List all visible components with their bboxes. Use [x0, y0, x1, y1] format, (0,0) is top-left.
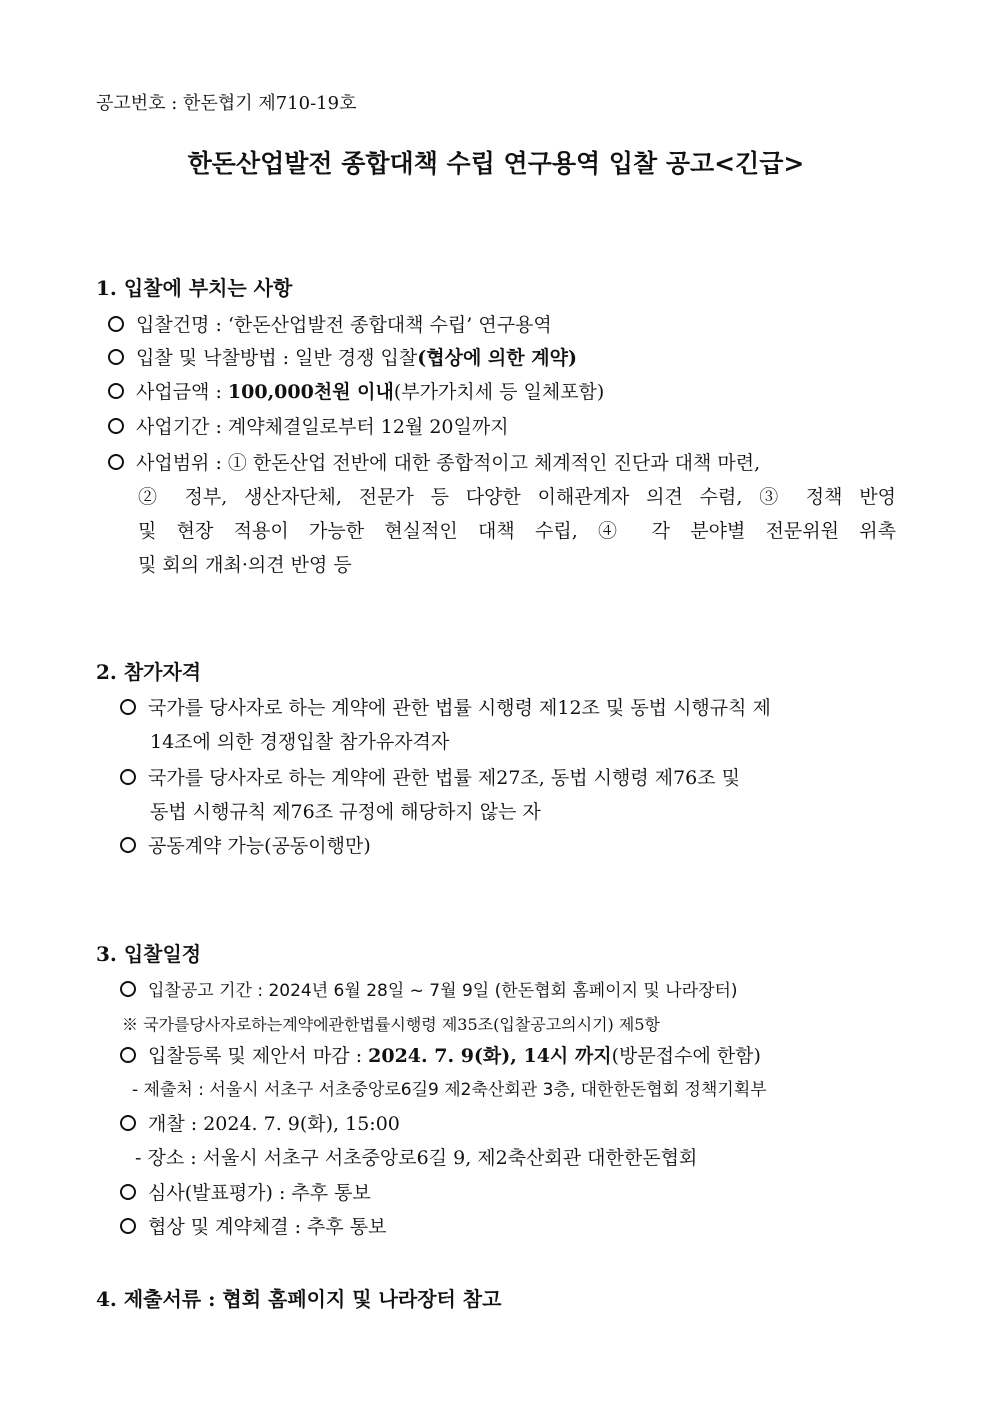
section-4-heading: 4. 제출서류 : 협회 홈페이지 및 나라장터 참고: [96, 1287, 502, 1311]
bullet-circle-icon: [120, 1047, 136, 1063]
bullet-circle-icon: [108, 418, 124, 434]
deadline-item: 입찰등록 및 제안서 마감 : 2024. 7. 9(화), 14시 까지(방문접수에 한함): [120, 1042, 761, 1070]
notice-number: 공고번호 : 한돈협기 제710-19호: [96, 93, 357, 114]
bullet-circle-icon: [120, 1218, 136, 1234]
opening-item: 개찰 : 2024. 7. 9(화), 15:00: [120, 1110, 400, 1138]
scope-line-4: 및 회의 개최·의견 반영 등: [138, 554, 352, 576]
bullet-circle-icon: [120, 837, 136, 853]
opening-place: - 장소 : 서울시 서초구 서초중앙로6길 9, 제2축산회관 대한한돈협회: [135, 1147, 698, 1169]
qualification-1: 국가를 당사자로 하는 계약에 관한 법률 시행령 제12조 및 동법 시행규칙 제: [120, 694, 771, 722]
document-title: 한돈산업발전 종합대책 수립 연구용역 입찰 공고<긴급>: [187, 149, 805, 178]
scope-line-3: 및 현장 적용이 가능한 현실적인 대책 수립, ④ 각 분야별 전문위원 위촉: [138, 520, 896, 542]
submit-to: - 제출처 : 서울시 서초구 서초중앙로6길9 제2축산회관 3층, 대한한돈협회 정책기획부: [132, 1080, 767, 1100]
notice-period-item: 입찰공고 기간 : 2024년 6월 28일 ~ 7월 9일 (한돈협회 홈페이지 및 나라장터): [120, 977, 738, 1005]
bullet-circle-icon: [108, 383, 124, 399]
qualification-2: 국가를 당사자로 하는 계약에 관한 법률 제27조, 동법 시행령 제76조 및: [120, 764, 740, 792]
scope-line-2: ② 정부, 생산자단체, 전문가 등 다양한 이해관계자 의견 수렴, ③ 정책 반영: [138, 486, 896, 508]
bullet-circle-icon: [108, 454, 124, 470]
review-item: 심사(발표평가) : 추후 통보: [120, 1179, 371, 1207]
bullet-circle-icon: [108, 316, 124, 332]
bullet-circle-icon: [120, 699, 136, 715]
legal-note: ※ 국가를당사자로하는계약에관한법률시행령 제35조(입찰공고의시기) 제5항: [122, 1015, 660, 1034]
bullet-circle-icon: [120, 981, 136, 997]
bullet-circle-icon: [120, 1184, 136, 1200]
bullet-circle-icon: [120, 1115, 136, 1131]
bid-name-item: 입찰건명 : ‘한돈산업발전 종합대책 수립’ 연구용역: [108, 311, 552, 339]
bullet-circle-icon: [108, 349, 124, 365]
qualification-3: 공동계약 가능(공동이행만): [120, 832, 371, 860]
section-2-heading: 2. 참가자격: [96, 660, 202, 684]
qualification-2-cont: 동법 시행규칙 제76조 규정에 해당하지 않는 자: [150, 801, 541, 823]
section-1-heading: 1. 입찰에 부치는 사항: [96, 276, 293, 300]
amount-item: 사업금액 : 100,000천원 이내(부가가치세 등 일체포함): [108, 378, 604, 406]
bid-method-item: 입찰 및 낙찰방법 : 일반 경쟁 입찰(협상에 의한 계약): [108, 344, 577, 372]
section-3-heading: 3. 입찰일정: [96, 942, 202, 966]
scope-item: 사업범위 : ① 한돈산업 전반에 대한 종합적이고 체계적인 진단과 대책 마련,: [108, 449, 898, 477]
contract-item: 협상 및 계약체결 : 추후 통보: [120, 1213, 387, 1241]
period-item: 사업기간 : 계약체결일로부터 12월 20일까지: [108, 413, 509, 441]
bullet-circle-icon: [120, 769, 136, 785]
qualification-1-cont: 14조에 의한 경쟁입찰 참가유자격자: [150, 731, 450, 753]
